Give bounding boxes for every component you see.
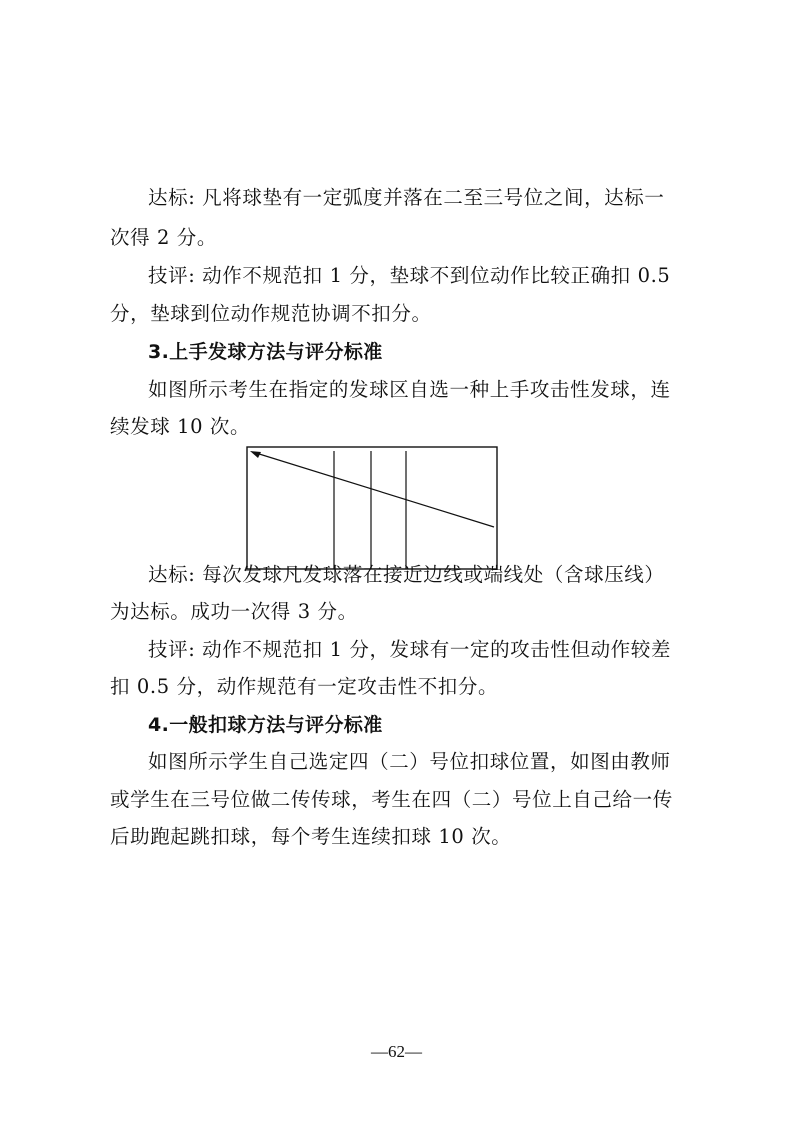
spike-description-line-3: 后助跑起跳扣球，每个考生连续扣球 10 次。 [110, 825, 512, 848]
serve-standard-line-1: 达标: 每次发球凡发球落在接近边线或端线处（含球压线） [148, 563, 665, 586]
page-number: —62— [371, 1042, 422, 1061]
court-boundary [247, 447, 497, 569]
bump-technique-line-1: 技评: 动作不规范扣 1 分，垫球不到位动作比较正确扣 0.5 [148, 264, 671, 287]
section-3-heading: 3.上手发球方法与评分标准 [148, 341, 383, 363]
bump-standard-line-2: 次得 2 分。 [110, 226, 218, 249]
spike-description-line-1: 如图所示学生自己选定四（二）号位扣球位置，如图由教师 [148, 750, 671, 773]
serve-technique-line-2: 扣 0.5 分，动作规范有一定攻击性不扣分。 [110, 675, 499, 698]
serve-court-diagram [246, 446, 498, 570]
spike-description-line-2: 或学生在三号位做二传传球，考生在四（二）号位上自己给一传 [110, 788, 673, 811]
serve-standard-line-2: 为达标。成功一次得 3 分。 [110, 600, 358, 623]
section-4-heading: 4.一般扣球方法与评分标准 [148, 714, 383, 736]
bump-technique-line-2: 分，垫球到位动作规范协调不扣分。 [110, 302, 432, 325]
serve-technique-line-1: 技评: 动作不规范扣 1 分，发球有一定的攻击性但动作较差 [148, 638, 671, 661]
bump-standard-line-1: 达标: 凡将球垫有一定弧度并落在二至三号位之间，达标一 [148, 186, 665, 209]
serve-trajectory-line [256, 453, 494, 527]
serve-description-line-2: 续发球 10 次。 [110, 415, 251, 438]
trajectory-arrowhead-icon [250, 451, 261, 458]
serve-description-line-1: 如图所示考生在指定的发球区自选一种上手攻击性发球，连 [148, 378, 671, 401]
